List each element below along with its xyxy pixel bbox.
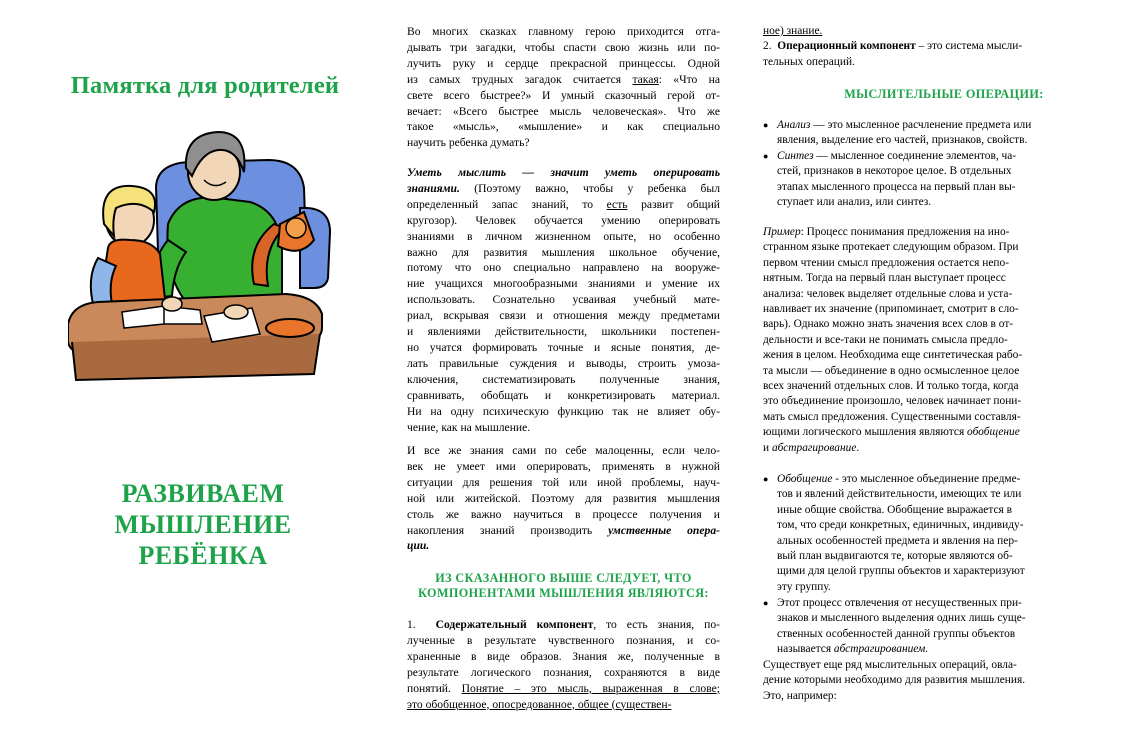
text-line: сравнивать, обобщать и конкретизировать материал. — [407, 388, 720, 402]
text-line: использовать. Сознательно усваивая учебный мате- — [407, 293, 720, 307]
bold-term: Операционный компонент — [777, 40, 916, 53]
term-italic: абстрагирование — [771, 441, 857, 454]
operations-heading: МЫСЛИТЕЛЬНЫЕ ОПЕРАЦИИ: — [844, 87, 1044, 101]
text-line — [777, 118, 1078, 133]
text-span: (Поэтому важно, чтобы у ребенка был — [459, 181, 720, 195]
brochure-title-line: РЕБЁНКА — [138, 541, 268, 570]
text-line: важно для развития мышления школьное обучение, — [407, 245, 720, 259]
closing-paragraph — [763, 658, 1078, 704]
text-line: ние учащихся многообразными знаниями и умение их — [407, 277, 720, 291]
text-line: нятным. Тогда на первый план выступает процесс — [763, 272, 1006, 285]
text-line: свете всего быстрее?» И умный сказочный герой от- — [407, 88, 720, 102]
text-line: лученные в результате чувственного познания, и со- — [407, 633, 720, 647]
text-span: из самых трудных загадок считается — [407, 72, 633, 86]
underlined-definition: Понятие – это мысль, выраженная в слове; — [461, 681, 720, 695]
example-paragraph — [763, 225, 1078, 456]
text-line: Этот процесс отвлечения от несущественных при- — [777, 597, 1022, 609]
text-line: знаниями в личном жизненном опыте, но особенно — [407, 229, 720, 243]
underlined-word: такая — [632, 72, 659, 86]
item-number: 1. — [407, 618, 416, 631]
text-line: и явлениями действительности, школьники постепен- — [407, 325, 720, 339]
text-line: щими для целой группы объектов и характеризуют — [777, 565, 1025, 578]
text-span: - это мысленное объединение предме- — [832, 473, 1021, 485]
text-line — [407, 681, 720, 697]
text-line: эту группу. — [777, 580, 831, 593]
operations-paragraph — [407, 443, 720, 554]
parent-child-study-illustration — [68, 128, 336, 382]
text-line: чение, как на мышление. — [407, 420, 531, 434]
text-span: — мысленное соединение элементов, ча- — [813, 150, 1017, 162]
text-span: и — [763, 441, 772, 454]
text-span: развит общий — [627, 197, 720, 211]
knowledge-paragraph — [407, 165, 720, 435]
text-line: ситуации для решения той или иной проблемы, науч- — [407, 475, 720, 489]
text-line: тов и явлений действительности, имеющих те или — [777, 488, 1022, 501]
term-italic: абстрагированием. — [833, 643, 929, 656]
bullet-icon: ● — [763, 598, 769, 608]
emphasis-line: Уметь мыслить — значит уметь оперировать — [407, 166, 720, 179]
text-line: анализа: человек выделяет отдельные слова и уста- — [763, 287, 1013, 300]
middle-column — [407, 0, 720, 752]
text-line: странном языке протекает следующим образом. При — [763, 241, 1019, 254]
bullet-icon: ● — [763, 151, 769, 161]
text-line — [407, 617, 720, 633]
text-line: том, что среди конкретных, единичных, индивиду- — [777, 519, 1024, 532]
text-line: жения в целом. Необходима еще синтетическая рабо- — [763, 349, 1023, 362]
text-span: – это система мысли- — [915, 40, 1023, 53]
text-line: варь). Однако можно знать значения всех слов в от- — [763, 318, 1014, 331]
text-span: ющими логического мышления являются — [763, 426, 968, 439]
term-italic: Обобщение — [777, 473, 833, 485]
text-line: столь же важно научиться в процессе получения и — [407, 507, 720, 521]
text-line: этапах мысленного процесса на первый план вы- — [777, 180, 1016, 193]
term-italic: Анализ — [777, 119, 811, 131]
text-line — [777, 149, 1078, 164]
intro-paragraph — [407, 24, 720, 151]
text-line: храненные в виде образов. Знания же, полученные в — [407, 649, 720, 663]
component-item-2 — [763, 24, 1078, 70]
text-line: ключения, систематизировать полученные знания, — [407, 372, 720, 386]
emphasis-line: ции. — [407, 539, 430, 553]
underlined-word: есть — [606, 197, 628, 211]
text-line: лучить руку и сердце прекрасной принцессы. Одной — [407, 56, 720, 70]
text-line: риал, вскрывая связи и отношения между предметами — [407, 309, 720, 323]
text-line: навливает их значение (припоминает, смотрит в сло- — [763, 303, 1019, 316]
text-span: : «Что на — [658, 72, 720, 86]
text-span: понятий. — [407, 681, 462, 695]
text-span: определенный запас знаний, то — [407, 197, 607, 211]
term-italic: обобщение — [967, 426, 1020, 439]
text-line — [777, 642, 1078, 657]
text-line: альных особенностей предмета и явления на пер- — [777, 534, 1018, 547]
text-line: та мысли — объединение в одно осмысленное целое — [763, 364, 1020, 377]
text-span: — это мысленное расчленение предмета или — [810, 119, 1032, 131]
text-line: явления, выделение его частей, признаков, свойств. — [777, 134, 1028, 147]
text-line: тельных операций. — [763, 55, 855, 68]
text-line — [407, 523, 720, 539]
item-number: 2. — [763, 40, 772, 53]
text-line: мать смысл предложения. Существенными составля- — [763, 410, 1021, 423]
heading-line: КОМПОНЕНТАМИ МЫШЛЕНИЯ ЯВЛЯЮТСЯ: — [418, 586, 709, 600]
text-span: : Процесс понимания предложения на ино- — [800, 226, 1010, 238]
memo-title: Памятка для родителей — [70, 72, 340, 99]
text-line — [763, 441, 1078, 456]
bullet-icon: ● — [763, 474, 769, 484]
brochure-title-line: МЫШЛЕНИЕ — [114, 510, 292, 539]
text-line: Во многих сказках главному герою приходится отга- — [407, 25, 720, 38]
text-line: ступает или анализ, или синтез. — [777, 196, 932, 209]
text-line: Ни на одну психическую функцию так не влияет обу- — [407, 404, 720, 418]
term-italic: Пример — [763, 226, 801, 238]
text-line: кругозор). Человек обучается умению оперировать — [407, 213, 720, 227]
emphasis-span: знаниями. — [407, 181, 460, 195]
text-line: результате логического познания, сохраняются в виде — [407, 665, 720, 679]
text-line: вечает: «Всего быстрее мысль человеческая». Что же — [407, 104, 720, 118]
text-line: ной или житейской. Поэтому для развития мышления — [407, 491, 720, 505]
text-line: ственных особенностей данной группы объектов — [777, 627, 1016, 640]
text-line: первом чтении смысл предложения остается непо- — [763, 256, 1009, 269]
emphasis-span: умственные опера- — [608, 523, 720, 537]
text-line: но учатся формировать точные и ясные понятия, де- — [407, 340, 720, 354]
left-column — [0, 0, 400, 752]
text-line — [763, 425, 1078, 440]
text-line: дывать три загадки, чтобы спасти свою жизнь или по- — [407, 40, 720, 54]
brochure-title — [58, 478, 348, 571]
text-line: вый план выдвигаются те, которые являются об- — [777, 550, 1013, 563]
text-line: Это, например: — [763, 689, 837, 702]
heading-line: ИЗ СКАЗАННОГО ВЫШЕ СЛЕДУЕТ, ЧТО — [435, 571, 692, 585]
text-span: . — [856, 441, 860, 454]
right-column — [763, 0, 1078, 752]
text-line — [407, 181, 720, 197]
text-line: потому что оно специально направлено на вооруже- — [407, 261, 720, 275]
text-line: иные общие свойства. Обобщение выражается в — [777, 503, 1013, 516]
text-line — [777, 472, 1078, 487]
underlined-definition: ное) знание. — [763, 25, 823, 37]
text-line: Существует еще ряд мыслительных операций, овла- — [763, 659, 1017, 671]
term-italic: Синтез — [777, 150, 814, 162]
text-line — [763, 225, 1078, 240]
text-line: дельности и все-таки не понимать смысла предло- — [763, 333, 1008, 346]
text-line: стей, признаков в некоторое целое. В отдельных — [777, 165, 1012, 178]
text-span: , то есть знания, по- — [593, 618, 720, 631]
text-line: знаков и мысленного выделения одних лишь суще- — [777, 612, 1026, 625]
text-line — [407, 72, 720, 88]
bold-term: Содержательный компонент — [435, 618, 594, 631]
brochure-title-line: РАЗВИВАЕМ — [121, 479, 285, 508]
underlined-definition: это обобщенное, опосредованное, общее (существен- — [407, 697, 672, 711]
components-heading — [407, 571, 720, 601]
text-line: дение которыми необходимо для развития мышления. — [763, 674, 1026, 687]
text-span: накопления знаний производить — [407, 523, 609, 537]
text-line — [763, 39, 1078, 54]
text-line: научить ребенка думать? — [407, 136, 530, 150]
text-line — [407, 197, 720, 213]
text-line: всех значений отдельных слов. И только тогда, когда — [763, 380, 1019, 393]
text-span: называется — [777, 643, 834, 656]
text-line: это объединение произошло, человек начинает пони- — [763, 395, 1022, 408]
text-line: такое «мысль», «мышление» и как специально — [407, 120, 720, 134]
text-line: лать правильные суждения и выводы, строить умоза- — [407, 356, 720, 370]
bullet-icon: ● — [763, 120, 769, 130]
component-item-1 — [407, 617, 720, 712]
text-line: И все же знания сами по себе малоценны, если чело- — [407, 444, 720, 457]
text-line: век не умеет ими оперировать, применять в нужной — [407, 459, 720, 473]
